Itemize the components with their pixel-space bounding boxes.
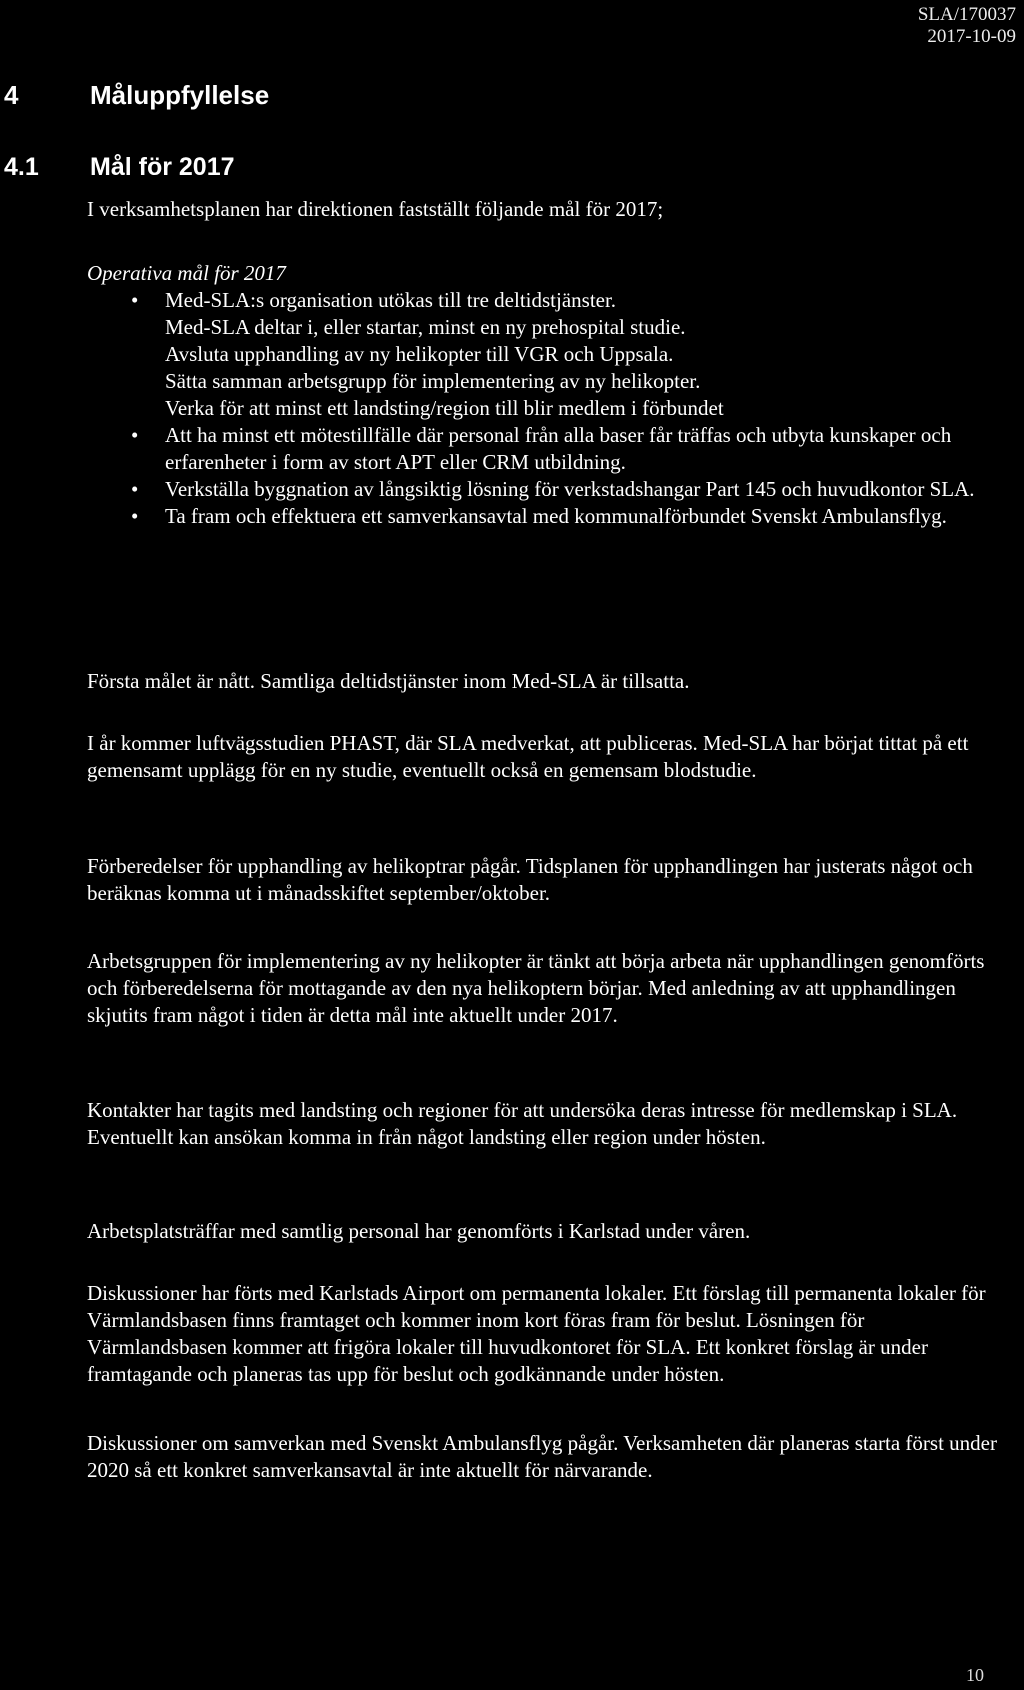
document-date: 2017-10-09 xyxy=(927,26,1016,47)
paragraph-cooperation: Diskussioner om samverkan med Svenskt Ambulansflyg pågår. Verksamheten där planeras starta först under 2020 så ett konkret samverkansavtal är inte aktuellt för närvarande. xyxy=(87,1431,997,1482)
list-item xyxy=(87,395,1007,422)
paragraph-study: I år kommer luftvägsstudien PHAST, där SLA medverkat, att publiceras. Med-SLA har börjat tittat på ett gemensamt upplägg för en ny studie, eventuellt också en gemensam blodstudie. xyxy=(87,731,969,782)
paragraph-procurement: Förberedelser för upphandling av helikoptrar pågår. Tidsplanen för upphandlingen har justerats något och beräknas komma ut i månadsskiftet september/oktober. xyxy=(87,854,973,905)
list-item xyxy=(87,314,1007,341)
bullet: • xyxy=(131,288,139,312)
paragraph-workgroup: Arbetsgruppen för implementering av ny helikopter är tänkt att börja arbeta när upphandlingen genomförts och förberedelserna för mottagande av den nya helikoptern börjar. Med anledning av att upphandlingen skjutits fram något i tiden är detta mål inte aktuellt under 2017. xyxy=(87,949,985,1027)
intro-text: I verksamhetsplanen har direktionen fastställt följande mål för 2017; xyxy=(87,197,664,221)
goal-text: Verkställa byggnation av långsiktig lösning för verkstadshangar Part 145 och huvudkontor SLA. xyxy=(165,477,975,501)
bullet: • xyxy=(131,504,139,528)
subsection-heading xyxy=(4,152,235,182)
goal-text: Verka för att minst ett landsting/region till blir medlem i förbundet xyxy=(165,396,724,420)
document-id: SLA/170037 xyxy=(917,4,1016,25)
paragraph-goal-1: Första målet är nått. Samtliga deltidstjänster inom Med-SLA är tillsatta. xyxy=(87,669,690,693)
bullet: • xyxy=(131,423,139,447)
page-number: 10 xyxy=(966,1665,984,1685)
document-reference xyxy=(918,4,1016,48)
list-item xyxy=(87,368,1007,395)
paragraph-workplace-meetings: Arbetsplatsträffar med samtlig personal har genomförts i Karlstad under våren. xyxy=(87,1219,751,1243)
section-number: 4 xyxy=(4,80,19,110)
paragraph-premises: Diskussioner har förts med Karlstads Airport om permanenta lokaler. Ett förslag till permanenta lokaler för Värmlandsbasen finns framtaget och kommer inom kort föras fram för beslut. Lösningen för Värmlandsbasen kommer att frigöra lokaler till huvudkontoret för SLA. Ett konkret förslag är under framtagande och planeras tas upp för beslut och godkännande under hösten. xyxy=(87,1281,986,1386)
bullet: • xyxy=(131,477,139,501)
goal-text: Sätta samman arbetsgrupp för implementering av ny helikopter. xyxy=(165,369,701,393)
paragraph-membership: Kontakter har tagits med landsting och regioner för att undersöka deras intresse för medlemskap i SLA. Eventuellt kan ansökan komma in från något landsting eller region under hösten. xyxy=(87,1098,958,1149)
list-item xyxy=(87,476,1007,503)
list-item xyxy=(87,503,1007,530)
list-item xyxy=(87,341,1007,368)
subsection-number: 4.1 xyxy=(4,153,39,181)
goal-text: Med-SLA:s organisation utökas till tre deltidstjänster. xyxy=(165,288,617,312)
subsection-title: Mål för 2017 xyxy=(90,153,235,181)
goals-list xyxy=(87,287,1007,530)
list-item xyxy=(87,287,1007,314)
goals-heading: Operativa mål för 2017 xyxy=(87,261,286,285)
list-item xyxy=(87,422,1007,476)
goal-text: Avsluta upphandling av ny helikopter till VGR och Uppsala. xyxy=(165,342,674,366)
goal-text: Att ha minst ett mötestillfälle där personal från alla baser får träffas och utbyta kunskaper och erfarenheter i form av stort APT eller CRM utbildning. xyxy=(165,423,952,474)
section-heading xyxy=(4,80,269,110)
section-title: Måluppfyllelse xyxy=(90,80,270,110)
goal-text: Ta fram och effektuera ett samverkansavtal med kommunalförbundet Svenskt Ambulansflyg. xyxy=(165,504,947,528)
goal-text: Med-SLA deltar i, eller startar, minst en ny prehospital studie. xyxy=(165,315,686,339)
